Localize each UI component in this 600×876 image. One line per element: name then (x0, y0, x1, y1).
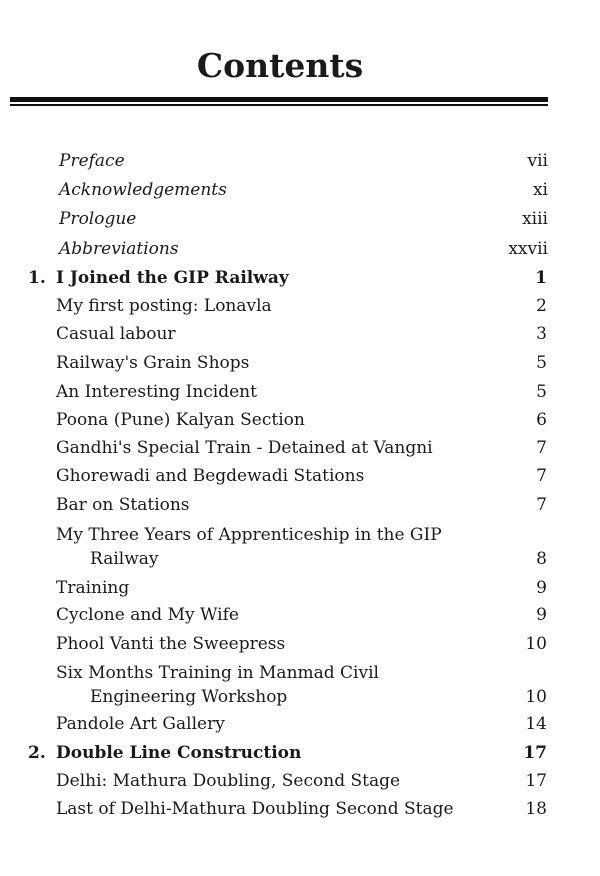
toc-section-page: 14 (525, 714, 547, 734)
toc-section-page: 10 (525, 634, 547, 654)
chapter-page: 1 (535, 268, 547, 288)
toc-section-label: Poona (Pune) Kalyan Section (56, 410, 305, 430)
toc-section-page: 6 (536, 410, 547, 430)
toc-entry-label: Preface (59, 151, 125, 171)
chapter-page: 17 (523, 743, 547, 763)
toc-entry-page: xxvii (508, 239, 548, 259)
toc-entry-page: xi (532, 180, 548, 200)
toc-section-label: Railway's Grain Shops (56, 353, 250, 373)
toc-section-label-line1: Six Months Training in Manmad Civil (56, 663, 379, 683)
toc-section-label: Delhi: Mathura Doubling, Second Stage (56, 771, 401, 791)
toc-section-page: 10 (525, 687, 547, 707)
chapter-number: 2. (28, 743, 46, 763)
toc-entry-page: xiii (522, 209, 548, 229)
toc-section-label: Training (56, 578, 130, 598)
toc-section-label: Phool Vanti the Sweepress (56, 634, 286, 654)
chapter-number: 1. (28, 268, 46, 288)
toc-section-label: Cyclone and My Wife (56, 605, 239, 625)
toc-section-label-line1: My Three Years of Apprenticeship in the GIP (56, 525, 442, 545)
toc-section-label: Last of Delhi-Mathura Doubling Second Stage (56, 799, 454, 819)
toc-section-page: 7 (536, 438, 547, 458)
chapter-title: Double Line Construction (56, 743, 302, 763)
toc-section-label: An Interesting Incident (56, 382, 257, 402)
toc-section-label: Pandole Art Gallery (56, 714, 225, 734)
toc-section-page: 5 (536, 353, 547, 373)
toc-section-label (56, 661, 379, 709)
toc-section-page: 9 (536, 578, 547, 598)
toc-section-page: 2 (536, 296, 547, 316)
toc-section-page: 3 (536, 324, 547, 344)
chapter-title: I Joined the GIP Railway (56, 268, 289, 288)
toc-section-label: Ghorewadi and Begdewadi Stations (56, 466, 365, 486)
toc-entry-page: vii (527, 151, 548, 171)
toc-section-page: 9 (536, 605, 547, 625)
toc-section-page: 18 (525, 799, 547, 819)
toc-entry-label: Acknowledgements (59, 180, 227, 200)
page-title: Contents (196, 46, 364, 85)
toc-section-label: Casual labour (56, 324, 176, 344)
toc-section-label (56, 523, 442, 571)
toc-section-label: My first posting: Lonavla (56, 296, 272, 316)
toc-section-label: Bar on Stations (56, 495, 190, 515)
toc-section-label-line2: Engineering Workshop (90, 687, 288, 707)
toc-section-page: 5 (536, 382, 547, 402)
toc-section-page: 7 (536, 495, 547, 515)
toc-entry-label: Abbreviations (59, 239, 179, 259)
toc-section-page: 8 (536, 549, 547, 569)
toc-section-page: 17 (525, 771, 547, 791)
toc-section-label-line2: Railway (90, 549, 159, 569)
toc-entry-label: Prologue (59, 209, 137, 229)
toc-section-page: 7 (536, 466, 547, 486)
toc-section-label: Gandhi's Special Train - Detained at Vangni (56, 438, 433, 458)
